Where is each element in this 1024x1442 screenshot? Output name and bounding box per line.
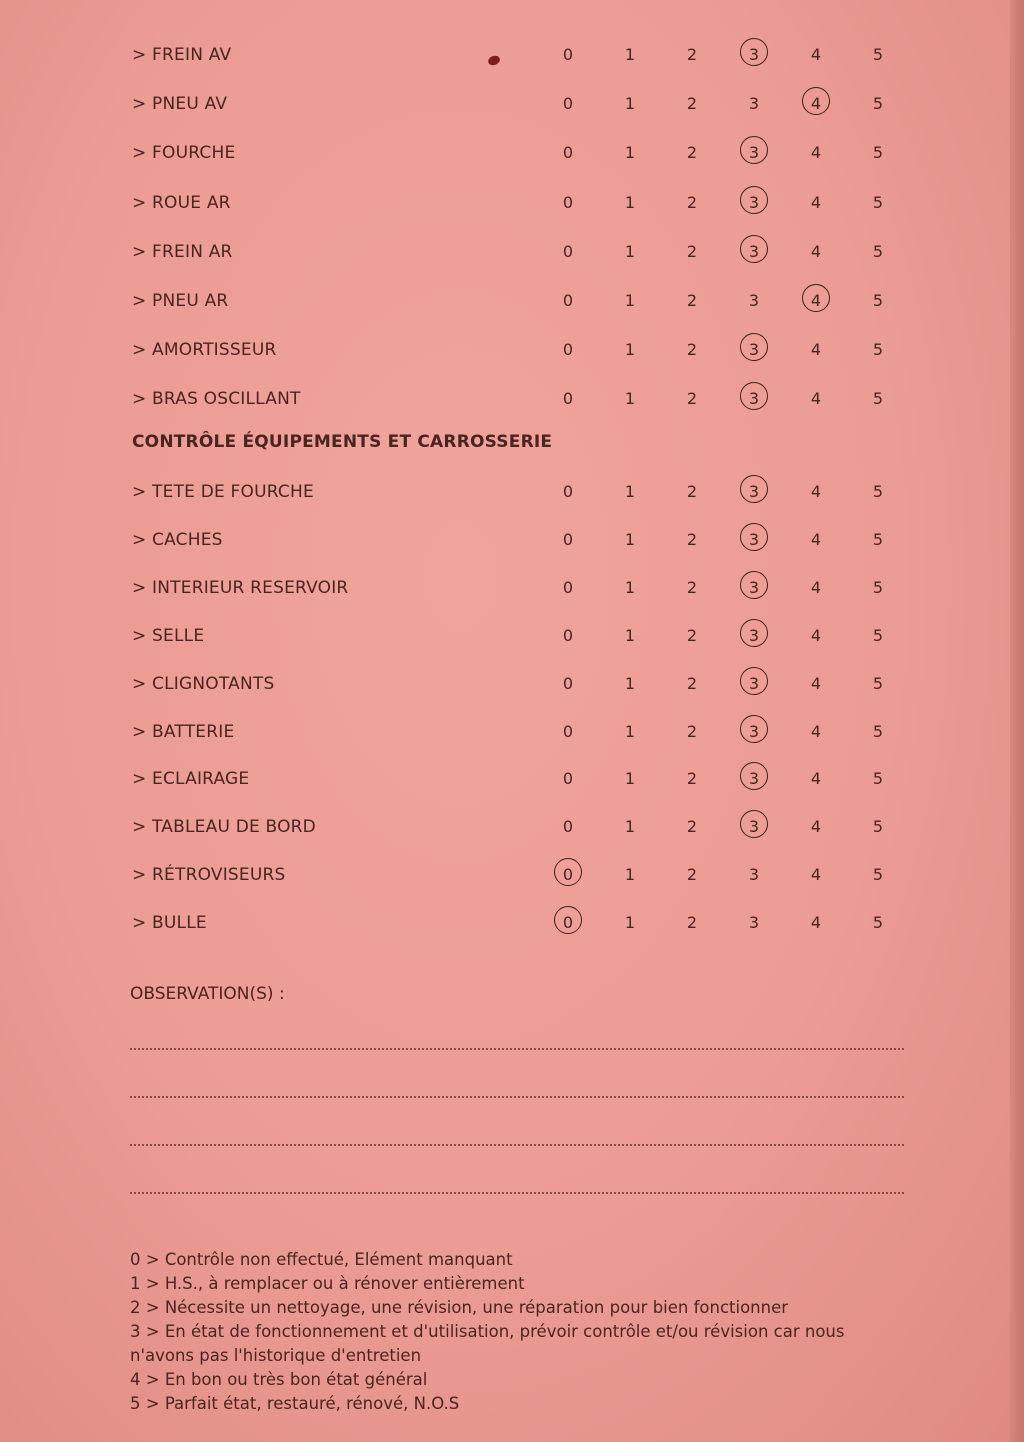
rating-option-5[interactable]: 5 [872, 143, 884, 163]
rating-option-1[interactable]: 1 [624, 913, 636, 933]
rating-option-5[interactable]: 5 [872, 389, 884, 409]
rating-option-1[interactable]: 1 [624, 482, 636, 501]
rating-option-0[interactable]: 0 [562, 529, 574, 549]
inspection-item-label: > SELLE [132, 625, 205, 646]
legend-line: 3 > En état de fonctionnement et d'utilisation, prévoir contrôle et/ou révision car nous [130, 1322, 845, 1341]
rating-option-4[interactable]: 4 [810, 769, 822, 789]
legend-line: 2 > Nécessite un nettoyage, une révision, une réparation pour bien fonctionner [130, 1298, 789, 1317]
rating-option-5[interactable]: 5 [872, 913, 884, 933]
rating-option-2[interactable]: 2 [686, 865, 698, 885]
rating-option-5[interactable]: 5 [872, 625, 884, 645]
inspection-row [0, 286, 1024, 316]
rating-option-3[interactable]: 3 [748, 291, 760, 310]
rating-option-0[interactable]: 0 [562, 389, 574, 409]
rating-option-2[interactable]: 2 [686, 340, 698, 360]
observation-line [130, 1144, 904, 1146]
rating-option-0[interactable]: 0 [562, 817, 574, 837]
inspection-row [0, 384, 1024, 414]
rating-option-3[interactable]: 3 [748, 577, 760, 597]
rating-option-4[interactable]: 4 [810, 817, 822, 837]
rating-option-2[interactable]: 2 [686, 625, 698, 645]
rating-option-1[interactable]: 1 [624, 192, 636, 212]
rating-option-2[interactable]: 2 [686, 143, 698, 163]
inspection-row [0, 138, 1024, 168]
rating-option-2[interactable]: 2 [686, 721, 698, 741]
rating-option-4[interactable]: 4 [810, 389, 822, 409]
rating-option-0[interactable]: 0 [562, 291, 574, 310]
rating-option-5[interactable]: 5 [872, 769, 884, 789]
rating-option-3[interactable]: 3 [748, 913, 760, 933]
observation-line [130, 1096, 904, 1098]
rating-option-1[interactable]: 1 [624, 291, 636, 310]
inspection-item-label: > TABLEAU DE BORD [132, 817, 316, 838]
rating-option-1[interactable]: 1 [624, 673, 636, 693]
rating-option-0[interactable]: 0 [562, 577, 574, 597]
rating-option-0[interactable]: 0 [562, 865, 574, 885]
rating-option-1[interactable]: 1 [624, 865, 636, 885]
rating-option-2[interactable]: 2 [686, 291, 698, 310]
rating-option-1[interactable]: 1 [624, 45, 636, 64]
rating-option-5[interactable]: 5 [872, 192, 884, 212]
inspection-item-label: > TETE DE FOURCHE [132, 482, 314, 502]
rating-option-4[interactable]: 4 [810, 45, 822, 64]
rating-option-2[interactable]: 2 [686, 529, 698, 549]
rating-option-1[interactable]: 1 [624, 340, 636, 360]
inspection-row [0, 764, 1024, 794]
rating-option-0[interactable]: 0 [562, 913, 574, 933]
rating-option-1[interactable]: 1 [624, 721, 636, 741]
rating-option-5[interactable]: 5 [872, 721, 884, 741]
legend-line: 5 > Parfait état, restauré, rénové, N.O.S [130, 1394, 460, 1413]
inspection-item-label: > INTERIEUR RESERVOIR [132, 577, 349, 598]
rating-option-5[interactable]: 5 [872, 529, 884, 549]
rating-option-5[interactable]: 5 [872, 673, 884, 693]
rating-option-3[interactable]: 3 [748, 482, 760, 501]
rating-option-1[interactable]: 1 [624, 529, 636, 549]
rating-option-2[interactable]: 2 [686, 577, 698, 597]
rating-option-1[interactable]: 1 [624, 241, 636, 261]
rating-option-4[interactable]: 4 [810, 673, 822, 693]
rating-option-5[interactable]: 5 [872, 817, 884, 837]
rating-option-2[interactable]: 2 [686, 817, 698, 837]
legend-line: 4 > En bon ou très bon état général [130, 1370, 428, 1389]
section-title: CONTRÔLE ÉQUIPEMENTS ET CARROSSERIE [132, 432, 553, 452]
rating-option-5[interactable]: 5 [872, 577, 884, 597]
observations-label: OBSERVATION(S) : [130, 984, 285, 1004]
rating-option-2[interactable]: 2 [686, 482, 698, 501]
rating-option-3[interactable]: 3 [748, 389, 760, 409]
legend-line: 1 > H.S., à remplacer ou à rénover entièrement [130, 1274, 525, 1293]
rating-option-4[interactable]: 4 [810, 94, 822, 114]
rating-option-1[interactable]: 1 [624, 94, 636, 114]
rating-option-2[interactable]: 2 [686, 913, 698, 933]
rating-option-2[interactable]: 2 [686, 769, 698, 789]
rating-option-1[interactable]: 1 [624, 389, 636, 409]
inspection-row [0, 237, 1024, 267]
inspection-row [0, 621, 1024, 651]
rating-option-1[interactable]: 1 [624, 143, 636, 163]
inspection-item-label: > CACHES [132, 529, 223, 550]
rating-option-0[interactable]: 0 [562, 673, 574, 693]
rating-option-3[interactable]: 3 [748, 673, 760, 693]
rating-option-4[interactable]: 4 [810, 143, 822, 163]
rating-option-3[interactable]: 3 [748, 241, 760, 261]
rating-option-1[interactable]: 1 [624, 769, 636, 789]
rating-option-4[interactable]: 4 [810, 482, 822, 501]
rating-option-3[interactable]: 3 [748, 94, 760, 114]
rating-option-5[interactable]: 5 [872, 291, 884, 310]
inspection-item-label: > ROUE AR [132, 192, 231, 213]
observation-line [130, 1048, 904, 1050]
rating-option-3[interactable]: 3 [748, 865, 760, 885]
rating-option-3[interactable]: 3 [748, 192, 760, 212]
inspection-item-label: > PNEU AR [132, 291, 229, 311]
rating-option-0[interactable]: 0 [562, 143, 574, 163]
inspection-row [0, 717, 1024, 747]
rating-option-5[interactable]: 5 [872, 340, 884, 360]
legend-line: 0 > Contrôle non effectué, Elément manquant [130, 1250, 513, 1269]
rating-option-1[interactable]: 1 [624, 577, 636, 597]
rating-option-0[interactable]: 0 [562, 45, 574, 64]
inspection-row [0, 860, 1024, 890]
inspection-row [0, 40, 1024, 70]
rating-option-4[interactable]: 4 [810, 865, 822, 885]
rating-option-0[interactable]: 0 [562, 769, 574, 789]
rating-option-4[interactable]: 4 [810, 192, 822, 212]
rating-option-2[interactable]: 2 [686, 241, 698, 261]
inspection-item-label: > BATTERIE [132, 721, 235, 742]
inspection-item-label: > CLIGNOTANTS [132, 673, 275, 694]
inspection-row [0, 89, 1024, 119]
inspection-item-label: > FREIN AR [132, 241, 233, 262]
inspection-row [0, 188, 1024, 218]
rating-option-3[interactable]: 3 [748, 143, 760, 163]
rating-legend [130, 1248, 900, 1416]
inspection-row [0, 477, 1024, 507]
inspection-item-label: > FREIN AV [132, 45, 232, 65]
rating-option-4[interactable]: 4 [810, 625, 822, 645]
rating-option-4[interactable]: 4 [810, 577, 822, 597]
inspection-row [0, 669, 1024, 699]
rating-option-0[interactable]: 0 [562, 482, 574, 501]
rating-option-4[interactable]: 4 [810, 241, 822, 261]
rating-option-3[interactable]: 3 [748, 529, 760, 549]
rating-option-4[interactable]: 4 [810, 529, 822, 549]
rating-option-3[interactable]: 3 [748, 721, 760, 741]
inspection-item-label: > RÉTROVISEURS [132, 865, 286, 886]
rating-option-0[interactable]: 0 [562, 625, 574, 645]
legend-line: n'avons pas l'historique d'entretien [130, 1346, 422, 1365]
rating-option-1[interactable]: 1 [624, 817, 636, 837]
rating-option-3[interactable]: 3 [748, 45, 760, 64]
rating-option-5[interactable]: 5 [872, 865, 884, 885]
observation-line [130, 1192, 904, 1194]
rating-option-4[interactable]: 4 [810, 913, 822, 933]
inspection-item-label: > PNEU AV [132, 94, 228, 115]
rating-option-0[interactable]: 0 [562, 94, 574, 114]
inspection-row [0, 335, 1024, 365]
rating-option-0[interactable]: 0 [562, 192, 574, 212]
rating-option-2[interactable]: 2 [686, 673, 698, 693]
inspection-item-label: > FOURCHE [132, 143, 236, 164]
rating-option-0[interactable]: 0 [562, 241, 574, 261]
rating-option-3[interactable]: 3 [748, 625, 760, 645]
rating-option-0[interactable]: 0 [562, 340, 574, 360]
rating-option-3[interactable]: 3 [748, 817, 760, 837]
rating-option-5[interactable]: 5 [872, 45, 884, 64]
inspection-row [0, 812, 1024, 842]
inspection-item-label: > ECLAIRAGE [132, 769, 250, 790]
inspection-item-label: > BRAS OSCILLANT [132, 389, 301, 410]
rating-option-5[interactable]: 5 [872, 241, 884, 261]
inspection-row [0, 573, 1024, 603]
rating-option-3[interactable]: 3 [748, 340, 760, 360]
inspection-item-label: > BULLE [132, 913, 207, 934]
rating-option-2[interactable]: 2 [686, 192, 698, 212]
rating-option-4[interactable]: 4 [810, 291, 822, 310]
rating-option-0[interactable]: 0 [562, 721, 574, 741]
rating-option-1[interactable]: 1 [624, 625, 636, 645]
rating-option-2[interactable]: 2 [686, 94, 698, 114]
rating-option-4[interactable]: 4 [810, 721, 822, 741]
rating-option-5[interactable]: 5 [872, 94, 884, 114]
rating-option-4[interactable]: 4 [810, 340, 822, 360]
inspection-row [0, 525, 1024, 555]
inspection-item-label: > AMORTISSEUR [132, 340, 277, 361]
rating-option-5[interactable]: 5 [872, 482, 884, 501]
rating-option-2[interactable]: 2 [686, 45, 698, 64]
rating-option-3[interactable]: 3 [748, 769, 760, 789]
inspection-row [0, 908, 1024, 938]
rating-option-2[interactable]: 2 [686, 389, 698, 409]
